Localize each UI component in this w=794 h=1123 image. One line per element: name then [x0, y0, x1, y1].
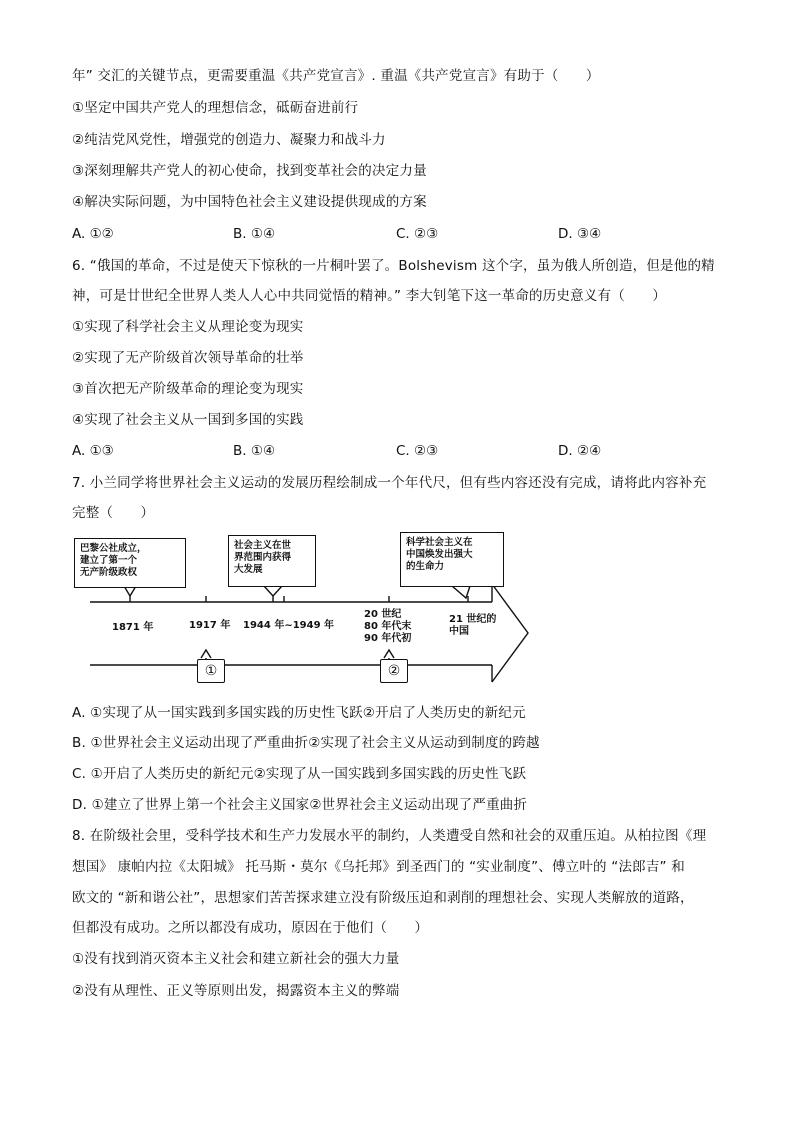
timeline-label-21st-century-china: 21 世纪的 中国 [449, 614, 497, 637]
q6-item-3: ③首次把无产阶级革命的理论变为现实 [72, 381, 304, 397]
q7-option-c[interactable]: C. ①开启了人类历史的新纪元②实现了从一国实践到多国实践的历史性飞跃 [72, 766, 527, 782]
timeline-blank-2: ② [380, 659, 408, 683]
q7-stem-line-1: 7. 小兰同学将世界社会主义运动的发展历程绘制成一个年代尺，但有些内容还没有完成，请将此内容补充 [72, 475, 707, 491]
q7-stem-line-2: 完整（ ） [72, 505, 155, 521]
q6-stem-line-1: 6. “俄国的革命，不过是使天下惊秋的一片桐叶罢了。Bolshevism 这个字，虽为俄人所创造，但是他的精 [72, 258, 715, 274]
q6-option-c[interactable]: C. ②③ [396, 443, 439, 459]
q5-item-4: ④解决实际问题，为中国特色社会主义建设提供现成的方案 [72, 194, 427, 210]
timeline-box-socialism-development: 社会主义在世 界范围内获得 大发展 [228, 535, 316, 587]
timeline-label-1871: 1871 年 [112, 622, 154, 633]
q5-option-a[interactable]: A. ①② [72, 226, 114, 242]
timeline-box-paris-commune: 巴黎公社成立， 建立了第一个 无产阶级政权 [74, 538, 186, 588]
q5-option-c[interactable]: C. ②③ [396, 226, 439, 242]
q8-stem-line-3: 欧文的 “新和谐公社”，思想家们苦苦探求建立没有阶级压迫和剥削的理想社会、实现人类解放的道路， [72, 890, 694, 906]
q7-option-a[interactable]: A. ①实现了从一国实践到多国实践的历史性飞跃②开启了人类历史的新纪元 [72, 705, 526, 721]
q8-stem-line-2: 想国》 康帕内拉《太阳城》 托马斯・莫尔《乌托邦》到圣西门的 “实业制度”、傅立叶的 “法郎吉” 和 [72, 859, 685, 875]
timeline-box-china-socialism: 科学社会主义在 中国焕发出强大 的生命力 [400, 532, 504, 587]
q7-option-d[interactable]: D. ①建立了世界上第一个社会主义国家②世界社会主义运动出现了严重曲折 [72, 797, 528, 813]
q6-item-4: ④实现了社会主义从一国到多国的实践 [72, 412, 304, 428]
q7-option-b[interactable]: B. ①世界社会主义运动出现了严重曲折②实现了社会主义从运动到制度的跨越 [72, 735, 540, 751]
q6-option-a[interactable]: A. ①③ [72, 443, 114, 459]
timeline-label-1944-1949: 1944 年~1949 年 [243, 620, 335, 631]
timeline-blank-1: ① [197, 659, 225, 683]
q5-item-2: ②纯洁党风党性，增强党的创造力、凝聚力和战斗力 [72, 132, 386, 148]
q8-item-2: ②没有从理性、正义等原则出发，揭露资本主义的弊端 [72, 983, 400, 999]
q6-stem-line-2: 神，可是廿世纪全世界人类人人心中共同觉悟的精神。” 李大钊笔下这一革命的历史意义有（ ） [72, 288, 667, 304]
q5-option-d[interactable]: D. ③④ [558, 226, 602, 242]
q6-option-d[interactable]: D. ②④ [558, 443, 602, 459]
timeline-label-1917: 1917 年 [189, 620, 231, 631]
q6-item-2: ②实现了无产阶级首次领导革命的壮举 [72, 350, 304, 366]
timeline-label-1980s-1990s: 20 世纪 80 年代末 90 年代初 [364, 609, 412, 644]
q5-option-b[interactable]: B. ①④ [233, 226, 276, 242]
q5-item-3: ③深刻理解共产党人的初心使命，找到变革社会的决定力量 [72, 163, 427, 179]
q5-stem: 年” 交汇的关键节点，更需要重温《共产党宣言》. 重温《共产党宣言》有助于（ ） [72, 68, 600, 84]
q6-item-1: ①实现了科学社会主义从理论变为现实 [72, 319, 304, 335]
q8-stem-line-4: 但都没有成功。之所以都没有成功，原因在于他们（ ） [72, 920, 429, 936]
q6-option-b[interactable]: B. ①④ [233, 443, 276, 459]
q8-item-1: ①没有找到消灭资本主义社会和建立新社会的强大力量 [72, 951, 400, 967]
q5-item-1: ①坚定中国共产党人的理想信念，砥砺奋进前行 [72, 100, 359, 116]
q8-stem-line-1: 8. 在阶级社会里，受科学技术和生产力发展水平的制约，人类遭受自然和社会的双重压迫。从柏拉图《理 [72, 828, 707, 844]
